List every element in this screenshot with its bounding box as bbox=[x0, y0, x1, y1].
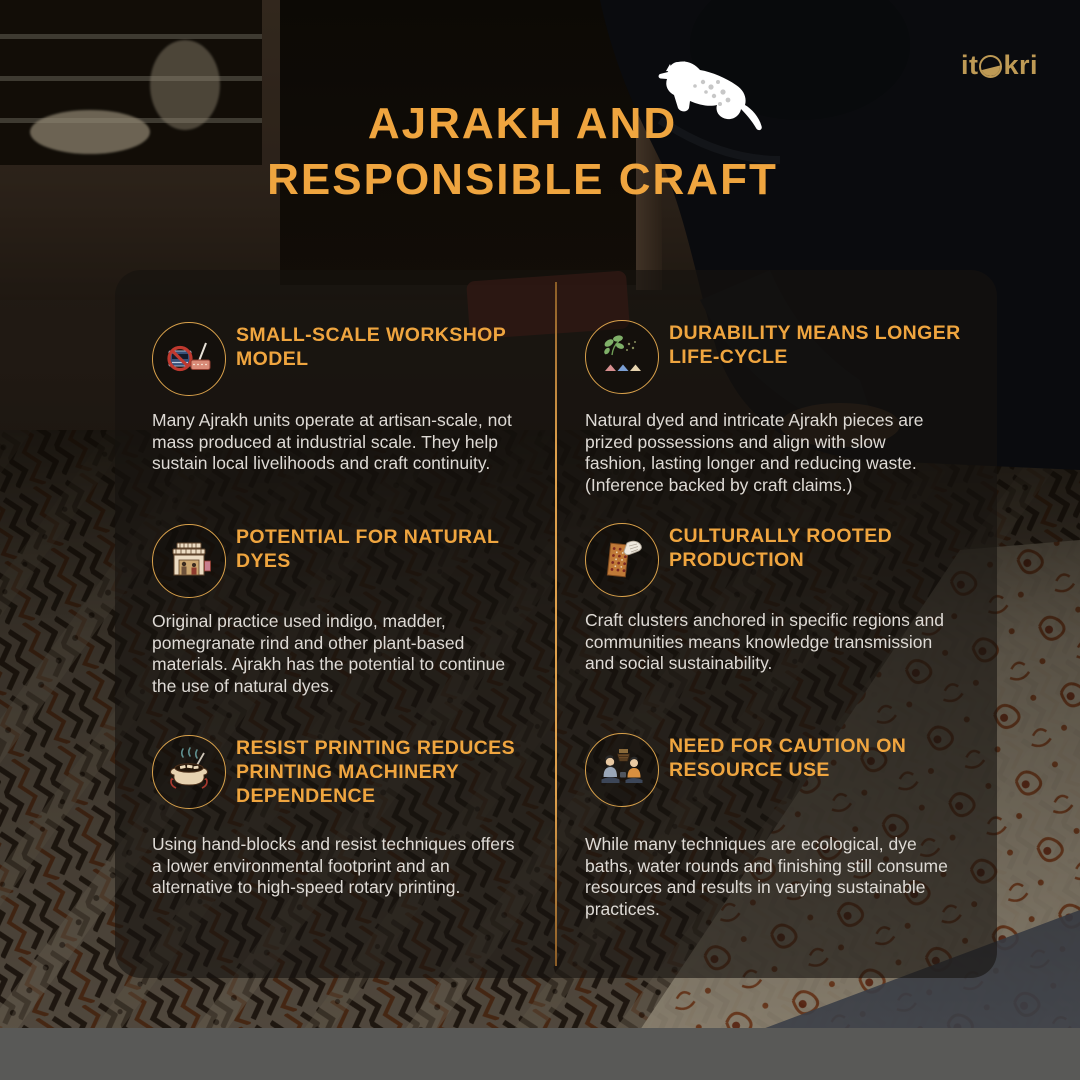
section-title: DURABILITY MEANS LONGER LIFE-CYCLE bbox=[669, 322, 961, 368]
logo-o-glyph bbox=[979, 55, 1002, 78]
section-title: RESIST PRINTING REDUCES PRINTING MACHINERY DEPENDENCE bbox=[236, 737, 515, 807]
cat-illustration-icon bbox=[648, 54, 770, 142]
section-body: While many techniques are ecological, dye baths, water rounds and finishing still consume resources and results in varying sustainable practices. bbox=[585, 834, 948, 919]
section-title: CULTURALLY ROOTED PRODUCTION bbox=[669, 525, 893, 571]
section-body: Craft clusters anchored in specific regions and communities means knowledge transmission and social sustainability. bbox=[585, 610, 944, 673]
no-machine-icon bbox=[152, 322, 226, 396]
bottom-gray-bar bbox=[0, 1028, 1080, 1080]
title-line1: AJRAKH AND bbox=[367, 99, 678, 148]
section-body: Natural dyed and intricate Ajrakh pieces are prized possessions and align with slow fashion, lasting longer and reducing waste. (Inference backed by craft claims.) bbox=[585, 410, 924, 495]
plant-growth-icon bbox=[585, 320, 659, 394]
artisans-working-icon bbox=[585, 733, 659, 807]
dye-pot-icon bbox=[152, 735, 226, 809]
section-title: SMALL-SCALE WORKSHOP MODEL bbox=[236, 324, 506, 370]
section-body: Many Ajrakh units operate at artisan-scale, not mass produced at industrial scale. They help sustain local livelihoods and craft continuity. bbox=[152, 410, 512, 473]
column-divider-line bbox=[555, 282, 557, 966]
page-title bbox=[0, 96, 1045, 208]
section-body: Using hand-blocks and resist techniques offers a lower environmental footprint and an alternative to high-speed rotary printing. bbox=[152, 834, 515, 897]
hand-holding-fabric-icon bbox=[585, 523, 659, 597]
section-title: NEED FOR CAUTION ON RESOURCE USE bbox=[669, 735, 907, 781]
workshop-building-icon bbox=[152, 524, 226, 598]
itokri-logo bbox=[961, 50, 1038, 81]
section-title: POTENTIAL FOR NATURAL DYES bbox=[236, 526, 499, 572]
logo-prefix: it bbox=[960, 50, 979, 80]
logo-suffix: kri bbox=[1003, 50, 1038, 80]
section-body: Original practice used indigo, madder, pomegranate rind and other plant-based materials. Ajrakh has the potential to continue the use of natural dyes. bbox=[152, 611, 506, 696]
title-line2: RESPONSIBLE CRAFT bbox=[267, 155, 778, 204]
